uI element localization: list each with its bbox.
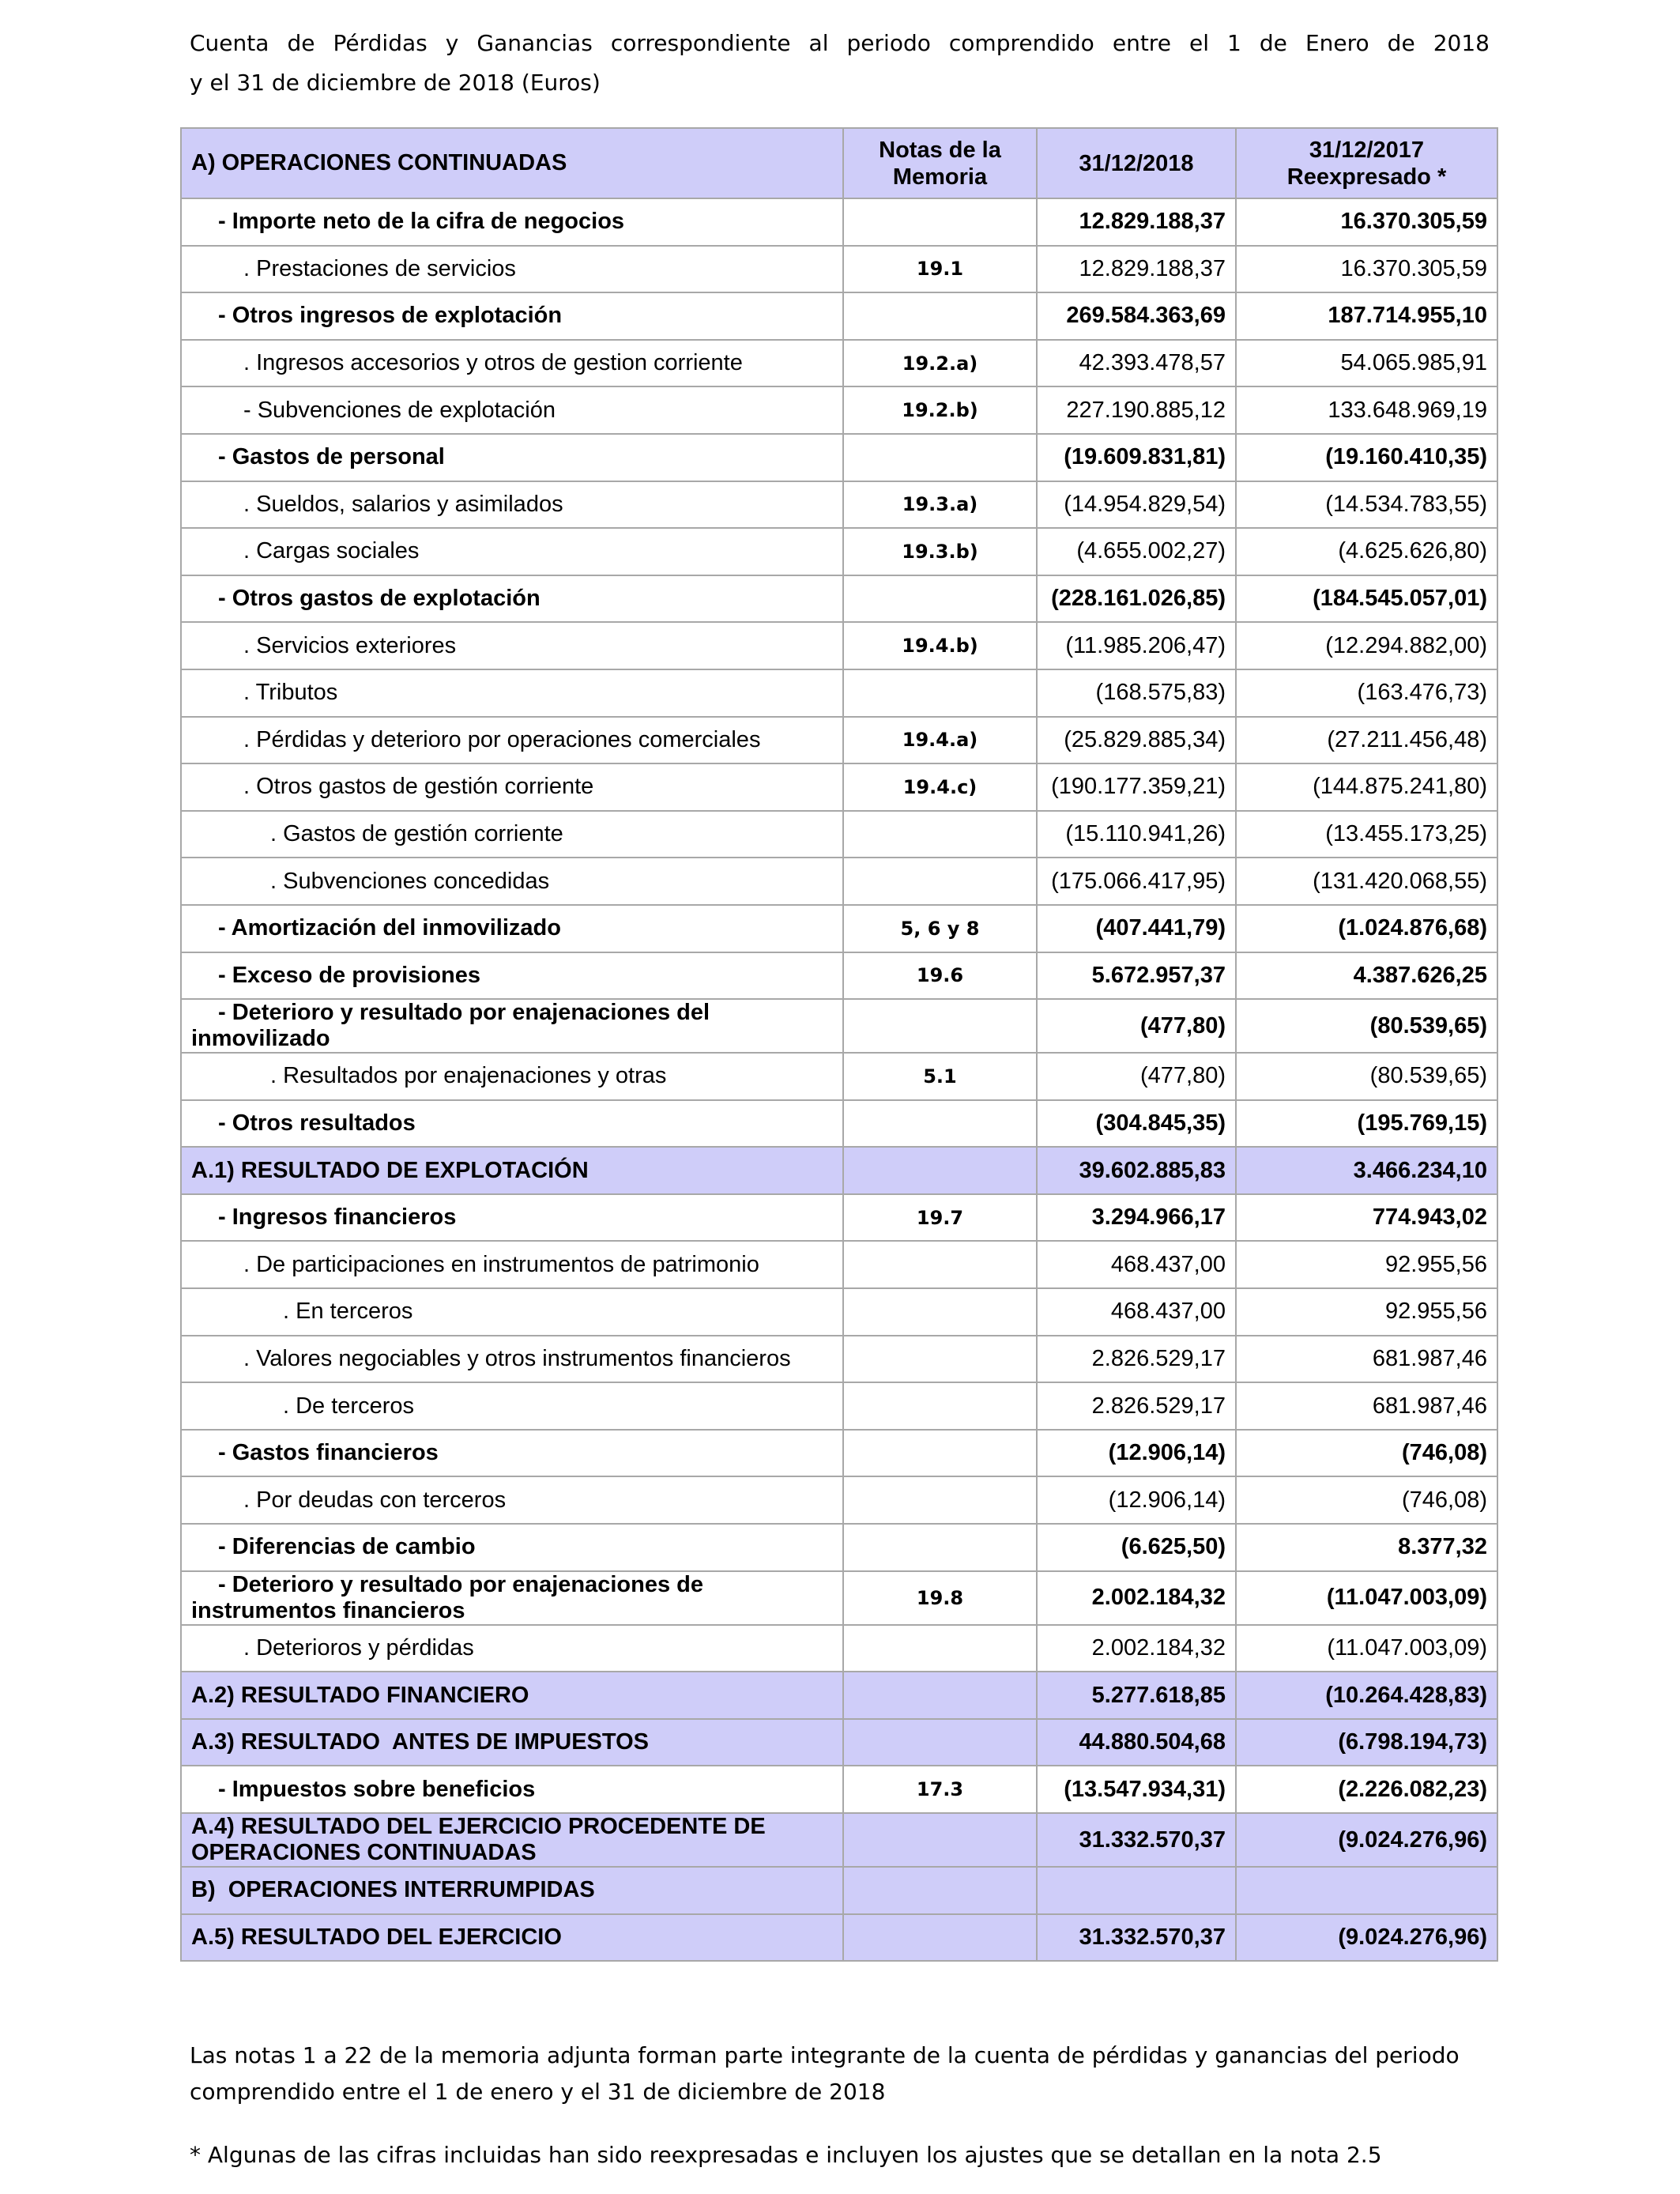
row-value-2017: (80.539,65): [1236, 1053, 1497, 1100]
row-value-2017: [1236, 1867, 1497, 1914]
row-label: - Subvenciones de explotación: [181, 386, 843, 434]
row-label: . Pérdidas y deterioro por operaciones comerciales: [181, 717, 843, 764]
row-value-2017: 54.065.985,91: [1236, 340, 1497, 387]
row-value-2017: (9.024.276,96): [1236, 1914, 1497, 1962]
row-value-2017: (13.455.173,25): [1236, 811, 1497, 858]
row-value-2018: 227.190.885,12: [1037, 386, 1236, 434]
row-value-2018: 269.584.363,69: [1037, 292, 1236, 340]
row-value-2017: (14.534.783,55): [1236, 481, 1497, 529]
row-label: - Deterioro y resultado por enajenaciones de instrumentos financieros: [181, 1571, 843, 1625]
row-label: - Exceso de provisiones: [181, 952, 843, 1000]
row-value-2018: (407.441,79): [1037, 905, 1236, 952]
row-value-2018: 12.829.188,37: [1037, 198, 1236, 246]
row-value-2018: 2.002.184,32: [1037, 1625, 1236, 1672]
row-label: . Tributos: [181, 669, 843, 717]
row-value-2017: 3.466.234,10: [1236, 1147, 1497, 1194]
row-value-2017: (746,08): [1236, 1430, 1497, 1477]
row-value-2018: 2.826.529,17: [1037, 1336, 1236, 1383]
subtotal-label: A.2) RESULTADO FINANCIERO: [181, 1672, 843, 1719]
row-note: 5, 6 y 8: [843, 905, 1037, 952]
row-note: [843, 1336, 1037, 1383]
row-note: 17.3: [843, 1766, 1037, 1813]
row-label: - Importe neto de la cifra de negocios: [181, 198, 843, 246]
header-2017-line2: Reexpresado *: [1286, 164, 1447, 190]
row-note: [843, 1625, 1037, 1672]
row-note: 19.7: [843, 1194, 1037, 1242]
row-value-2017: (12.294.882,00): [1236, 622, 1497, 669]
row-note: [843, 1241, 1037, 1288]
row-note: 19.4.b): [843, 622, 1037, 669]
row-note: 19.3.b): [843, 528, 1037, 575]
row-value-2017: (195.769,15): [1236, 1100, 1497, 1148]
row-value-2018: (15.110.941,26): [1037, 811, 1236, 858]
row-value-2018: (14.954.829,54): [1037, 481, 1236, 529]
row-note: [843, 1100, 1037, 1148]
row-value-2018: 3.294.966,17: [1037, 1194, 1236, 1242]
row-value-2017: (27.211.456,48): [1236, 717, 1497, 764]
row-value-2018: (12.906,14): [1037, 1476, 1236, 1524]
header-2017-column: [1236, 128, 1497, 198]
row-note: [843, 434, 1037, 481]
row-note: 19.4.a): [843, 717, 1037, 764]
row-value-2017: 16.370.305,59: [1236, 198, 1497, 246]
row-value-2018: 42.393.478,57: [1037, 340, 1236, 387]
row-value-2017: (9.024.276,96): [1236, 1813, 1497, 1867]
row-value-2018: (168.575,83): [1037, 669, 1236, 717]
row-value-2018: 31.332.570,37: [1037, 1813, 1236, 1867]
row-value-2017: (1.024.876,68): [1236, 905, 1497, 952]
row-value-2018: (13.547.934,31): [1037, 1766, 1236, 1813]
row-label: . Deterioros y pérdidas: [181, 1625, 843, 1672]
row-value-2017: (2.226.082,23): [1236, 1766, 1497, 1813]
total-label: A.5) RESULTADO DEL EJERCICIO: [181, 1914, 843, 1962]
footnote-memoria: Las notas 1 a 22 de la memoria adjunta forman parte integrante de la cuenta de pérdidas y ganancias del periodo comprendido entre el 1 de enero y el 31 de diciembre de 2018: [190, 2042, 1460, 2105]
heading-line-1: Cuenta de Pérdidas y Ganancias correspondiente al periodo comprendido entre el 1 de Enero de 2018: [190, 30, 1490, 56]
row-label: . Resultados por enajenaciones y otras: [181, 1053, 843, 1100]
row-label: . Subvenciones concedidas: [181, 858, 843, 905]
row-value-2018: (25.829.885,34): [1037, 717, 1236, 764]
row-value-2017: 4.387.626,25: [1236, 952, 1497, 1000]
header-notes-column: [843, 128, 1037, 198]
row-note: [843, 669, 1037, 717]
row-note: [843, 1147, 1037, 1194]
row-value-2017: (746,08): [1236, 1476, 1497, 1524]
row-note: [843, 1476, 1037, 1524]
row-value-2017: (10.264.428,83): [1236, 1672, 1497, 1719]
row-label: - Otros gastos de explotación: [181, 575, 843, 623]
row-label: . En terceros: [181, 1288, 843, 1336]
row-value-2017: (144.875.241,80): [1236, 763, 1497, 811]
row-note: [843, 1914, 1037, 1962]
row-note: [843, 858, 1037, 905]
row-value-2018: (6.625,50): [1037, 1524, 1236, 1571]
row-label: . Sueldos, salarios y asimilados: [181, 481, 843, 529]
row-value-2017: 92.955,56: [1236, 1241, 1497, 1288]
row-value-2018: (12.906,14): [1037, 1430, 1236, 1477]
row-value-2018: (4.655.002,27): [1037, 528, 1236, 575]
row-note: [843, 198, 1037, 246]
row-value-2017: (163.476,73): [1236, 669, 1497, 717]
row-value-2017: (184.545.057,01): [1236, 575, 1497, 623]
row-note: [843, 575, 1037, 623]
row-note: 19.3.a): [843, 481, 1037, 529]
footnote-reexpresado: * Algunas de las cifras incluidas han sido reexpresadas e incluyen los ajustes que se detallan en la nota 2.5: [190, 2142, 1382, 2168]
row-note: 19.4.c): [843, 763, 1037, 811]
row-value-2017: (11.047.003,09): [1236, 1571, 1497, 1625]
table-header-row: [181, 128, 1497, 198]
row-value-2018: (304.845,35): [1037, 1100, 1236, 1148]
row-note: [843, 1288, 1037, 1336]
row-value-2017: (11.047.003,09): [1236, 1625, 1497, 1672]
row-label: . Valores negociables y otros instrumentos financieros: [181, 1336, 843, 1383]
subtotal-label: A.1) RESULTADO DE EXPLOTACIÓN: [181, 1147, 843, 1194]
header-2018-column: 31/12/2018: [1037, 128, 1236, 198]
row-value-2018: (190.177.359,21): [1037, 763, 1236, 811]
header-notes-line2: Memoria: [892, 164, 988, 190]
row-value-2018: (19.609.831,81): [1037, 434, 1236, 481]
subtotal-label: A.3) RESULTADO ANTES DE IMPUESTOS: [181, 1719, 843, 1766]
row-value-2018: 2.826.529,17: [1037, 1382, 1236, 1430]
row-note: [843, 1867, 1037, 1914]
header-section-label: A) OPERACIONES CONTINUADAS: [181, 128, 843, 198]
row-value-2017: 681.987,46: [1236, 1336, 1497, 1383]
row-value-2018: 5.672.957,37: [1037, 952, 1236, 1000]
row-value-2018: 468.437,00: [1037, 1288, 1236, 1336]
row-label: . Prestaciones de servicios: [181, 246, 843, 293]
row-value-2018: 31.332.570,37: [1037, 1914, 1236, 1962]
document-heading: [190, 24, 1490, 103]
income-statement-table: [180, 127, 1498, 1962]
row-note: 19.1: [843, 246, 1037, 293]
row-value-2017: 92.955,56: [1236, 1288, 1497, 1336]
row-value-2017: 16.370.305,59: [1236, 246, 1497, 293]
row-label: . Por deudas con terceros: [181, 1476, 843, 1524]
row-value-2017: 8.377,32: [1236, 1524, 1497, 1571]
row-value-2017: 133.648.969,19: [1236, 386, 1497, 434]
row-note: [843, 1524, 1037, 1571]
header-2017-line1: 31/12/2017: [1309, 137, 1425, 163]
row-note: 19.6: [843, 952, 1037, 1000]
row-value-2017: (4.625.626,80): [1236, 528, 1497, 575]
row-value-2018: 468.437,00: [1037, 1241, 1236, 1288]
row-label: - Ingresos financieros: [181, 1194, 843, 1242]
row-value-2018: 44.880.504,68: [1037, 1719, 1236, 1766]
row-value-2017: 681.987,46: [1236, 1382, 1497, 1430]
row-value-2018: (477,80): [1037, 999, 1236, 1053]
row-note: 19.8: [843, 1571, 1037, 1625]
row-note: [843, 1813, 1037, 1867]
row-label: . De participaciones en instrumentos de patrimonio: [181, 1241, 843, 1288]
row-value-2017: (131.420.068,55): [1236, 858, 1497, 905]
row-value-2017: (19.160.410,35): [1236, 434, 1497, 481]
section-label: B) OPERACIONES INTERRUMPIDAS: [181, 1867, 843, 1914]
row-label: - Otros resultados: [181, 1100, 843, 1148]
row-label: . Ingresos accesorios y otros de gestion corriente: [181, 340, 843, 387]
header-notes-line1: Notas de la: [879, 137, 1001, 163]
row-label: . Servicios exteriores: [181, 622, 843, 669]
row-note: [843, 999, 1037, 1053]
row-value-2018: (228.161.026,85): [1037, 575, 1236, 623]
row-label: - Diferencias de cambio: [181, 1524, 843, 1571]
row-label: . De terceros: [181, 1382, 843, 1430]
row-label: - Otros ingresos de explotación: [181, 292, 843, 340]
subtotal-label: A.4) RESULTADO DEL EJERCICIO PROCEDENTE DE OPERACIONES CONTINUADAS: [181, 1813, 843, 1867]
row-label: - Gastos financieros: [181, 1430, 843, 1477]
row-value-2018: [1037, 1867, 1236, 1914]
row-value-2018: 39.602.885,83: [1037, 1147, 1236, 1194]
row-label: - Amortización del inmovilizado: [181, 905, 843, 952]
row-value-2017: (6.798.194,73): [1236, 1719, 1497, 1766]
row-label: - Deterioro y resultado por enajenaciones del inmovilizado: [181, 999, 843, 1053]
row-value-2017: 187.714.955,10: [1236, 292, 1497, 340]
heading-line-2: y el 31 de diciembre de 2018 (Euros): [190, 70, 601, 96]
row-value-2017: 774.943,02: [1236, 1194, 1497, 1242]
row-note: [843, 1430, 1037, 1477]
row-value-2018: 2.002.184,32: [1037, 1571, 1236, 1625]
row-value-2017: (80.539,65): [1236, 999, 1497, 1053]
row-label: . Gastos de gestión corriente: [181, 811, 843, 858]
row-label: . Cargas sociales: [181, 528, 843, 575]
row-note: 19.2.b): [843, 386, 1037, 434]
row-note: [843, 1672, 1037, 1719]
row-note: [843, 811, 1037, 858]
row-label: - Impuestos sobre beneficios: [181, 1766, 843, 1813]
row-note: 5.1: [843, 1053, 1037, 1100]
row-value-2018: 12.829.188,37: [1037, 246, 1236, 293]
row-note: [843, 1719, 1037, 1766]
row-value-2018: 5.277.618,85: [1037, 1672, 1236, 1719]
row-value-2018: (477,80): [1037, 1053, 1236, 1100]
row-value-2018: (175.066.417,95): [1037, 858, 1236, 905]
row-value-2018: (11.985.206,47): [1037, 622, 1236, 669]
row-label: . Otros gastos de gestión corriente: [181, 763, 843, 811]
row-note: [843, 1382, 1037, 1430]
row-note: 19.2.a): [843, 340, 1037, 387]
row-note: [843, 292, 1037, 340]
row-label: - Gastos de personal: [181, 434, 843, 481]
